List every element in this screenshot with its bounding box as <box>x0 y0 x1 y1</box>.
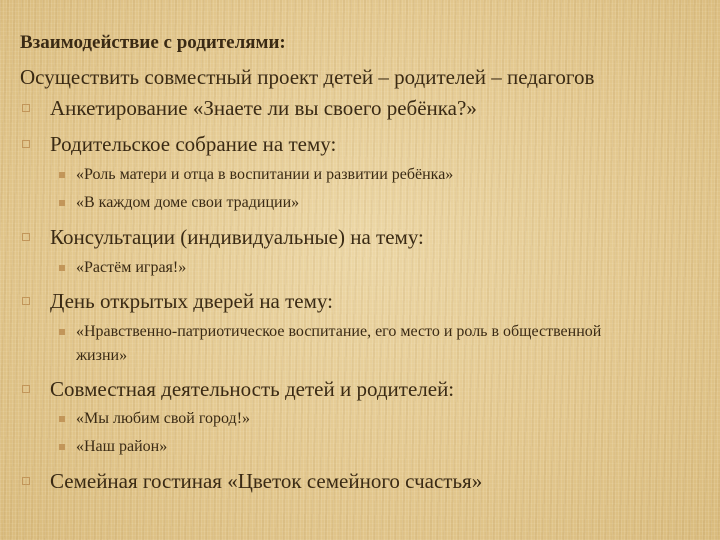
filled-square-bullet-icon <box>59 265 65 271</box>
hollow-square-bullet-icon <box>22 477 30 485</box>
filled-square-bullet-icon <box>59 329 65 335</box>
sub-item-our-district: «Наш район» <box>76 438 168 455</box>
list-item-joint-activity: Совместная деятельность детей и родителей: <box>50 377 455 401</box>
sub-item-home-traditions: «В каждом доме свои традиции» <box>76 194 300 211</box>
filled-square-bullet-icon <box>59 200 65 206</box>
slide-title: Взаимодействие с родителями: <box>20 32 286 53</box>
sub-item-grow-playing: «Растём играя!» <box>76 259 187 276</box>
hollow-square-bullet-icon <box>22 297 30 305</box>
list-item-consultations: Консультации (индивидуальные) на тему: <box>50 225 424 249</box>
hollow-square-bullet-icon <box>22 140 30 148</box>
hollow-square-bullet-icon <box>22 104 30 112</box>
sub-item-love-city: «Мы любим свой город!» <box>76 410 251 427</box>
list-item-family-lounge: Семейная гостиная «Цветок семейного счастья» <box>50 469 483 493</box>
list-item-questionnaire: Анкетирование «Знаете ли вы своего ребёнка?» <box>50 96 477 120</box>
list-item-open-day: День открытых дверей на тему: <box>50 289 333 313</box>
slide-subtitle: Осуществить совместный проект детей – родителей – педагогов <box>20 65 595 89</box>
filled-square-bullet-icon <box>59 444 65 450</box>
sub-item-patriotic-education: «Нравственно-патриотическое воспитание, его место и роль в общественной жизни» <box>76 323 602 364</box>
filled-square-bullet-icon <box>59 416 65 422</box>
hollow-square-bullet-icon <box>22 233 30 241</box>
sub-item-parents-role: «Роль матери и отца в воспитании и развитии ребёнка» <box>76 166 454 183</box>
hollow-square-bullet-icon <box>22 385 30 393</box>
list-item-parent-meeting: Родительское собрание на тему: <box>50 132 337 156</box>
filled-square-bullet-icon <box>59 172 65 178</box>
